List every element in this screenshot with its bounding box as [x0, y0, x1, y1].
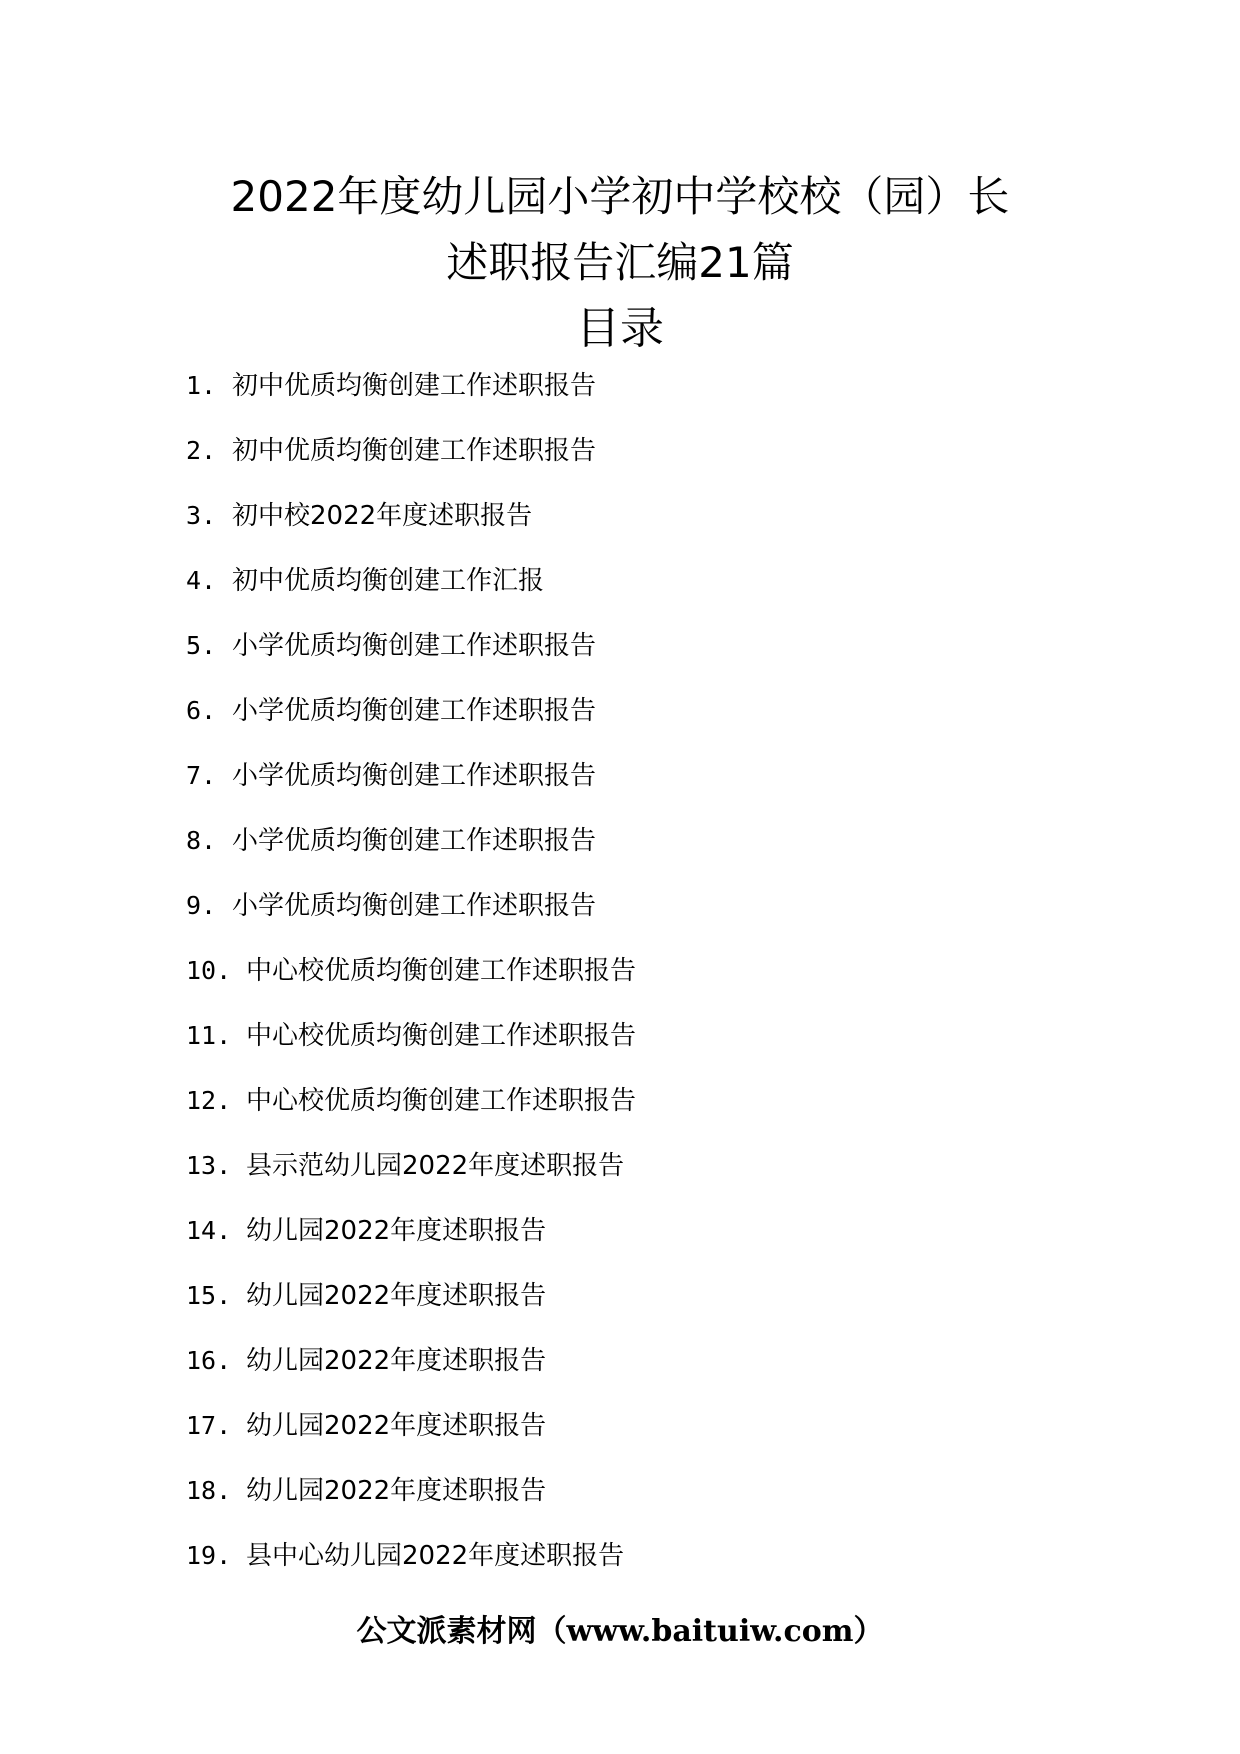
toc-item-number: 4.	[186, 566, 217, 595]
toc-item-number: 5.	[186, 631, 217, 660]
table-of-contents	[186, 368, 636, 1603]
toc-item-number: 13.	[186, 1151, 232, 1180]
toc-item-number: 7.	[186, 761, 217, 790]
toc-heading: 目录	[576, 303, 664, 354]
document-title-line-1: 2022年度幼儿园小学初中学校校（园）长	[230, 172, 1010, 221]
toc-item-title: 小学优质均衡创建工作述职报告	[232, 826, 597, 856]
toc-item-number: 9.	[186, 891, 217, 920]
toc-item	[186, 1018, 636, 1083]
toc-item-title: 幼儿园2022年度述职报告	[246, 1476, 547, 1506]
toc-item-title: 县中心幼儿园2022年度述职报告	[246, 1541, 625, 1571]
toc-item	[186, 1278, 636, 1343]
toc-item-title: 小学优质均衡创建工作述职报告	[232, 761, 597, 791]
toc-item-title: 幼儿园2022年度述职报告	[246, 1281, 547, 1311]
toc-item-number: 18.	[186, 1476, 232, 1505]
toc-item-number: 15.	[186, 1281, 232, 1310]
toc-item-number: 11.	[186, 1021, 232, 1050]
toc-item-title: 小学优质均衡创建工作述职报告	[232, 891, 597, 921]
toc-item	[186, 823, 636, 888]
toc-item-title: 初中校2022年度述职报告	[232, 501, 533, 531]
toc-item	[186, 368, 636, 433]
toc-item	[186, 1473, 636, 1538]
toc-item-number: 10.	[186, 956, 232, 985]
toc-item-title: 小学优质均衡创建工作述职报告	[232, 631, 597, 661]
toc-item	[186, 433, 636, 498]
toc-item-title: 县示范幼儿园2022年度述职报告	[246, 1151, 625, 1181]
toc-item	[186, 1083, 636, 1148]
toc-item-title: 幼儿园2022年度述职报告	[246, 1216, 547, 1246]
toc-item-number: 3.	[186, 501, 217, 530]
toc-item	[186, 1148, 636, 1213]
toc-item	[186, 758, 636, 823]
toc-item-title: 幼儿园2022年度述职报告	[246, 1411, 547, 1441]
toc-item-title: 初中优质均衡创建工作汇报	[232, 566, 545, 596]
toc-item-number: 12.	[186, 1086, 232, 1115]
toc-item	[186, 563, 636, 628]
toc-item-number: 2.	[186, 436, 217, 465]
toc-item-title: 中心校优质均衡创建工作述职报告	[246, 1086, 637, 1116]
toc-item	[186, 1408, 636, 1473]
toc-item	[186, 1538, 636, 1603]
toc-item-title: 中心校优质均衡创建工作述职报告	[246, 1021, 637, 1051]
toc-item-title: 小学优质均衡创建工作述职报告	[232, 696, 597, 726]
toc-item-title: 初中优质均衡创建工作述职报告	[232, 371, 597, 401]
toc-item-number: 6.	[186, 696, 217, 725]
toc-item	[186, 628, 636, 693]
toc-item	[186, 693, 636, 758]
toc-item-number: 8.	[186, 826, 217, 855]
toc-item-title: 中心校优质均衡创建工作述职报告	[246, 956, 637, 986]
toc-item-number: 1.	[186, 371, 217, 400]
document-title-line-2: 述职报告汇编21篇	[446, 238, 794, 287]
toc-item	[186, 498, 636, 563]
toc-item	[186, 1213, 636, 1278]
toc-item	[186, 953, 636, 1018]
toc-item-number: 14.	[186, 1216, 232, 1245]
toc-item-number: 16.	[186, 1346, 232, 1375]
toc-item-title: 幼儿园2022年度述职报告	[246, 1346, 547, 1376]
toc-item-number: 19.	[186, 1541, 232, 1570]
toc-item-number: 17.	[186, 1411, 232, 1440]
toc-item	[186, 1343, 636, 1408]
footer-source: 公文派素材网（www.baituiw.com）	[356, 1614, 884, 1649]
toc-item-title: 初中优质均衡创建工作述职报告	[232, 436, 597, 466]
toc-item	[186, 888, 636, 953]
